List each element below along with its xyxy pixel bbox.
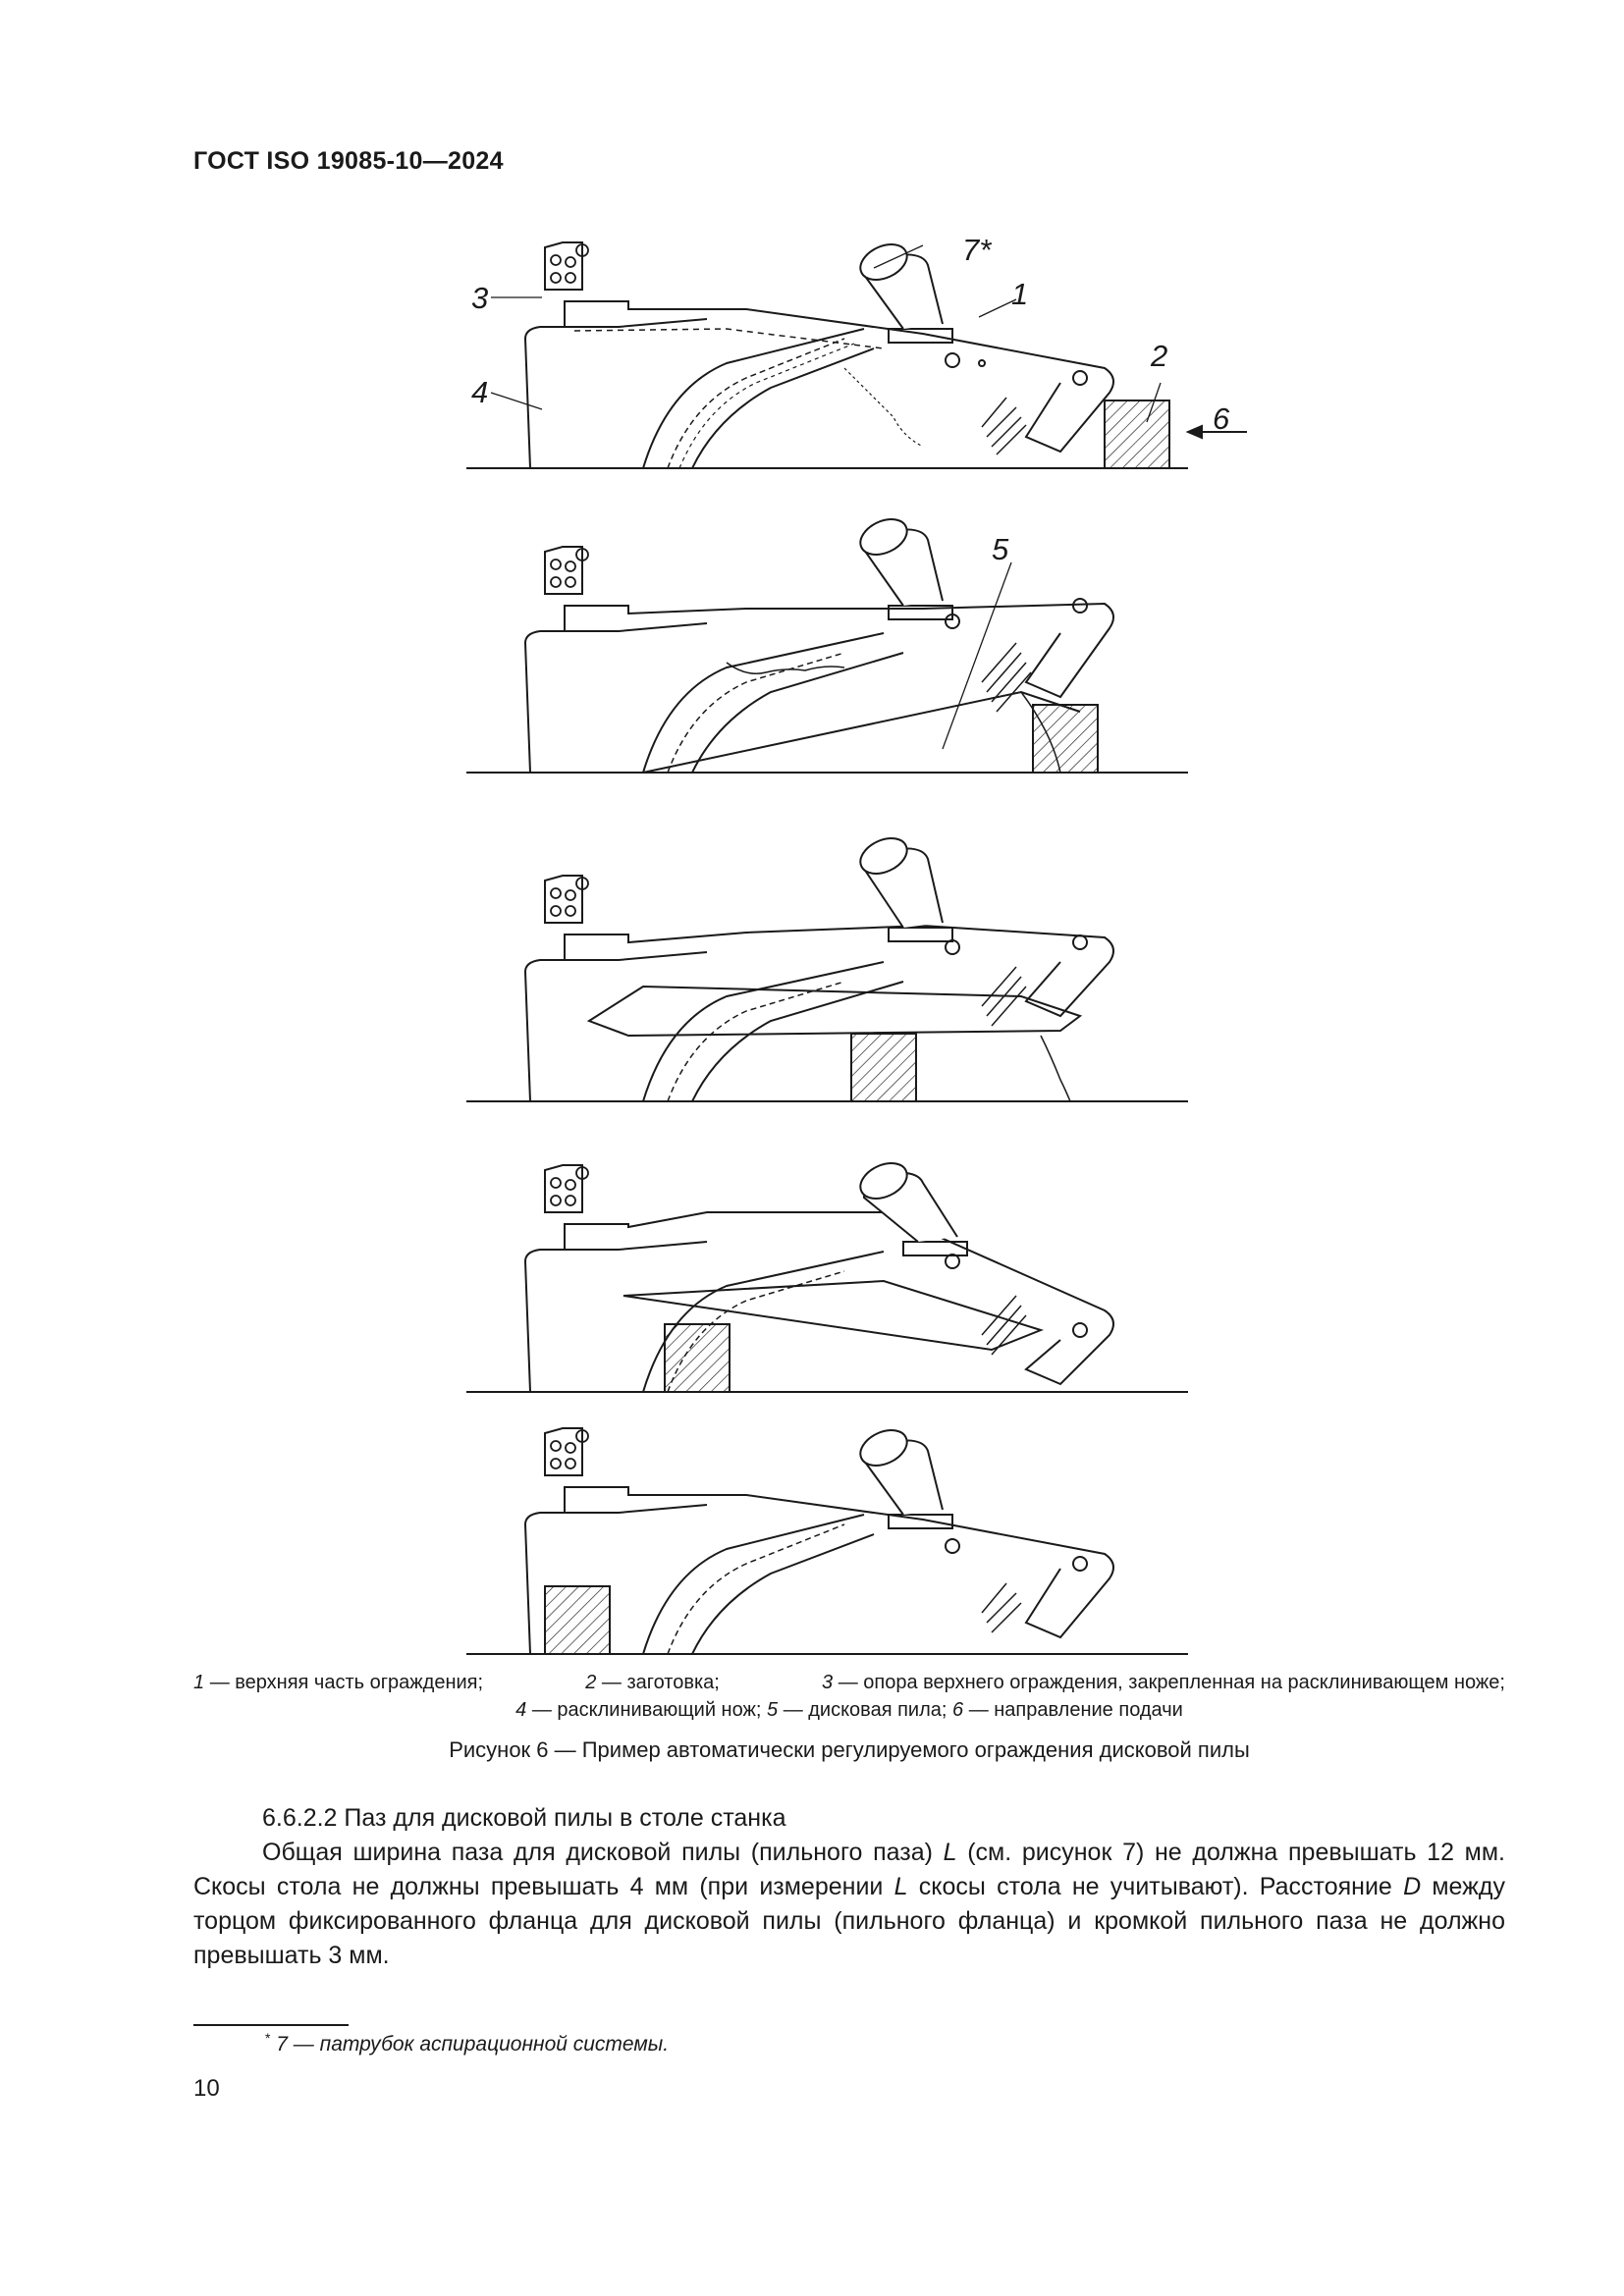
figure-6 [432,221,1230,1674]
label-3: 3 [471,281,489,315]
section-heading: 6.6.2.2 Паз для дисковой пилы в столе станка [262,1804,786,1832]
figure-caption: Рисунок 6 — Пример автоматически регулируемого ограждения дисковой пилы [449,1737,1250,1762]
label-4: 4 [471,375,489,409]
footnote-divider [193,2024,349,2026]
legend-item-1: 1 — верхняя часть ограждения; [193,1672,484,1693]
figure-panel-3 [466,831,1188,1101]
figure-panel-1 [466,238,1247,468]
figure-panel-5 [466,1423,1188,1654]
label-2: 2 [1151,339,1168,373]
legend-line-2 [193,1696,1505,1724]
figure-panel-2-labels [992,532,1009,566]
page-number: 10 [193,2075,220,2102]
figure-legend [193,1669,1505,1724]
footnote: * 7 — патрубок аспирационной системы. [265,2030,670,2056]
section-text [193,1801,1505,1973]
legend-item-4: 4 — расклинивающий нож; [515,1699,762,1721]
legend-item-3: 3 — опора верхнего ограждения, закрепленная на расклинивающем ноже; [822,1672,1505,1693]
label-1: 1 [1011,277,1029,311]
label-7: 7* [962,233,992,267]
section-paragraph: Общая ширина паза для дисковой пилы (пильного паза) L (см. рисунок 7) не должна превышать 12 мм. Скосы стола не должны превышать 4 мм (при измерении L скосы стола не учитывают). Расстояние D между торцом фиксированного фланца для дисковой пилы (пильного фланца) и кромкой пильного паза не должно превышать 3 мм. [193,1839,1505,1969]
document-header: ГОСТ ISO 19085-10—2024 [193,147,504,175]
legend-line-1 [193,1669,1505,1696]
figure-panel-2 [466,512,1188,773]
legend-item-2: 2 — заготовка; [585,1672,720,1693]
legend-item-6: 6 — направление подачи [952,1699,1183,1721]
label-6: 6 [1213,401,1230,436]
figure-panel-4 [466,1156,1188,1392]
label-5: 5 [992,532,1009,566]
legend-item-5: 5 — дисковая пила; [767,1699,947,1721]
